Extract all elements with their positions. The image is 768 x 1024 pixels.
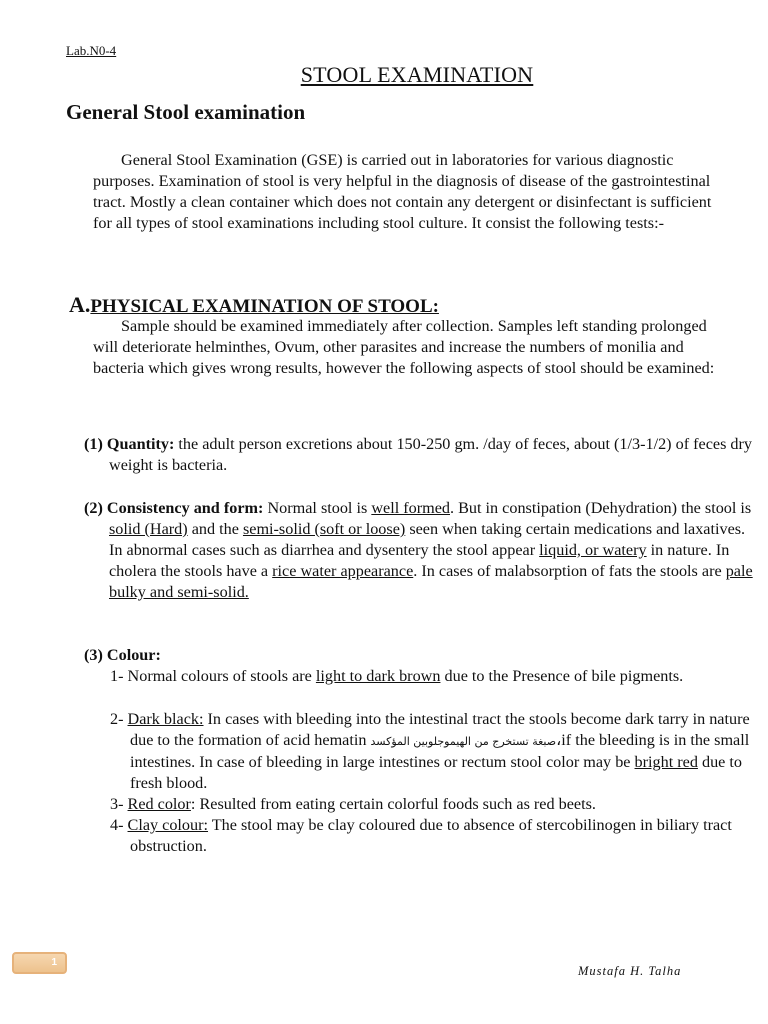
list-text: Normal colours of stools are xyxy=(127,667,316,685)
list-text: In cases with bleeding into the intestinal tract the stools become dark tarry in nature due to the formation of acid hematin xyxy=(130,710,750,749)
list-underline: Clay colour: xyxy=(127,816,209,834)
author-footer: Mustafa H. Talha xyxy=(578,964,682,978)
list-underline: Red color xyxy=(127,795,191,813)
consistency-underline: semi-solid (soft or loose) xyxy=(242,520,406,538)
consistency-text: and the xyxy=(187,520,243,538)
consistency-underline: solid (Hard) xyxy=(109,520,188,538)
consistency-underline: rice water appearance xyxy=(272,562,414,580)
intro-paragraph: General Stool Examination (GSE) is carried out in laboratories for various diagnostic purposes. Examination of stool is very helpful in the diagnosis of disease of the gastrointestinal tract. Mostly a clean container which does not contain any detergent or disinfectant is sufficient for all types of stool examinations including stool culture. It consist the following tests:- xyxy=(93,151,712,232)
consistency-label: (2) Consistency and form: xyxy=(84,499,264,517)
page-title: STOOL EXAMINATION xyxy=(300,62,534,87)
colour-heading xyxy=(84,645,759,666)
list-text: due to fresh blood. xyxy=(130,753,742,792)
section-heading: General Stool examination xyxy=(66,100,306,124)
page-number-badge xyxy=(12,952,67,974)
consistency-text: . But in constipation (Dehydration) the stool is xyxy=(450,499,752,517)
arabic-note: صبغة تستخرج من الهيموجلوبين المؤكسد xyxy=(370,735,557,748)
consistency-text: . In cases of malabsorption of fats the stools are xyxy=(413,562,726,580)
quantity-label: (1) Quantity: xyxy=(84,435,175,453)
colour-item-4 xyxy=(110,815,754,857)
section-a-letter: A. xyxy=(69,292,91,317)
list-number: 1- xyxy=(110,667,128,685)
section-a-title: PHYSICAL EXAMINATION OF STOOL: xyxy=(90,296,439,317)
colour-item-2 xyxy=(110,709,754,794)
list-number: 4- xyxy=(110,816,128,834)
consistency-underline: pale bulky and semi-solid. xyxy=(109,562,753,601)
quantity-item xyxy=(84,434,759,476)
list-text: ،if the bleeding is in the small intestines. In case of bleeding in large intestines or rectum stool color may be xyxy=(130,731,750,771)
list-number: 3- xyxy=(110,795,128,813)
consistency-text: in nature. In cholera the stools have a xyxy=(109,541,730,580)
quantity-text: the adult person excretions about 150-250 gm. /day of feces, about (1/3-1/2) of feces dry weight is bacteria. xyxy=(109,435,753,474)
list-text: The stool may be clay coloured due to absence of stercobilinogen in biliary tract obstruction. xyxy=(130,816,732,855)
consistency-text: Normal stool is xyxy=(263,499,372,517)
page-number: 1 xyxy=(51,957,57,968)
section-a-heading xyxy=(69,292,439,318)
consistency-underline: liquid, or watery xyxy=(539,541,647,559)
list-underline: bright red xyxy=(634,753,698,771)
consistency-item xyxy=(84,498,759,603)
consistency-text: seen when taking certain medications and laxatives. In abnormal cases such as diarrhea and dysentery the stool appear xyxy=(109,520,746,559)
list-underline: Dark black: xyxy=(127,710,204,728)
section-a-paragraph: Sample should be examined immediately after collection. Samples left standing prolonged will deteriorate helminthes, Ovum, other parasites and increase the numbers of monilia and bacteria which gives wrong results, however the following aspects of stool should be examined: xyxy=(93,317,715,377)
list-number: 2- xyxy=(110,710,128,728)
list-text: due to the Presence of bile pigments. xyxy=(440,667,684,685)
lab-number: Lab.N0-4 xyxy=(66,43,117,58)
list-text: : Resulted from eating certain colorful foods such as red beets. xyxy=(190,795,596,813)
colour-item-3 xyxy=(110,794,754,815)
colour-label: (3) Colour: xyxy=(84,646,161,664)
colour-item-1 xyxy=(110,666,754,687)
consistency-underline: well formed xyxy=(371,499,450,517)
list-underline: light to dark brown xyxy=(315,667,441,685)
